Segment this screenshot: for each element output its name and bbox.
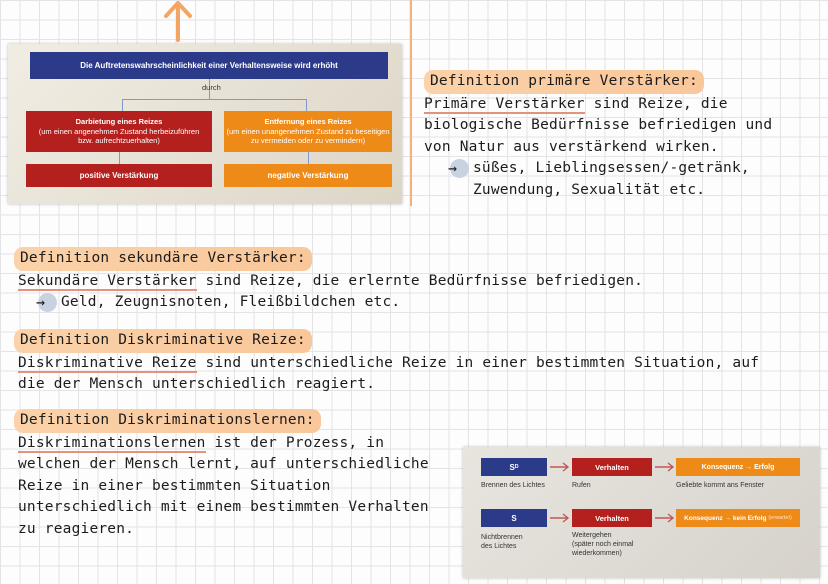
entfernung-line1: (um einen unangenehmen Zustand zu beseitigen [226,126,390,136]
entfernung-title: Entfernung eines Reizes [264,117,352,127]
arrow-icon: → [450,159,469,178]
konsequenz-note-2: (erwartet) [768,515,792,521]
primaer-section [424,70,772,201]
diskrimlernen-section [14,409,429,540]
diskrimlernen-line5: zu reagieren. [18,520,135,537]
diagram-header-text: Die Auftretenswahrscheinlichkeit einer Verhaltensweise wird erhöht [80,61,338,70]
diagram-header [30,52,388,79]
konsequenz-caption-1: Geliebte kommt ans Fenster [676,482,764,489]
negative-box [224,164,392,187]
s-caption [481,533,523,551]
diskrimlernen-title: Definition Diskriminationslernen: [14,409,321,433]
s-caption-line1: Nichtbrennen [481,534,523,541]
positive-box [26,164,212,187]
darbietung-title: Darbietung eines Reizes [75,117,163,127]
arrow-right-icon [549,513,571,523]
discrimination-diagram-photo [463,447,820,578]
s-label: S [511,513,517,523]
primaer-ex1: süßes, Lieblingsessen/-getränk, [473,160,750,176]
arrow-right-icon [654,462,676,472]
arrow-right-icon [549,462,571,472]
diskriminativ-line2: die der Mensch unterschiedlich reagiert. [18,376,376,392]
sd-label: Sᴰ [509,462,519,472]
sd-caption: Brennen des Lichtes [481,482,545,489]
diskriminativ-title: Definition Diskriminative Reize: [14,329,312,353]
primaer-ex2: Zuwendung, Sexualität etc. [473,181,706,198]
sekundaer-title: Definition sekundäre Verstärker: [14,247,312,271]
up-arrow-icon [160,0,196,42]
verhalten-box-1 [572,458,652,476]
connector-left-down [119,152,120,164]
sekundaer-rest: sind Reize, die erlernte Bedürfnisse befriedigen. [196,272,644,289]
durch-label: durch [202,83,221,92]
diskrimlernen-term: Diskriminationslernen [18,434,206,451]
konsequenz-label-2: Konsequenz → kein Erfolg [684,514,767,522]
connector-right [306,99,307,111]
connector-horizontal [122,99,306,100]
konsequenz-box-2 [676,509,800,527]
darbietung-box [26,111,212,152]
diskrimlernen-line4: unterschiedlich mit einem bestimmten Verhalten [18,499,429,515]
verhalten-caption-2-line3: wiederkommen) [572,550,622,557]
arrow-right-icon [654,513,676,523]
orange-vertical-line [410,0,412,206]
sd-box [481,458,547,476]
connector-right-down [308,152,309,164]
s-caption-line2: des Lichtes [481,543,517,550]
entfernung-box [224,111,392,152]
verhalten-caption-2-line2: (später noch einmal [572,541,634,548]
sekundaer-section [14,247,643,314]
diskrimlernen-rest: ist der Prozess, in [205,434,385,451]
diskriminativ-section [14,329,759,396]
verhalten-caption-2 [572,531,633,558]
negative-label: negative Verstärkung [267,171,349,180]
verhalten-label-1: Verhalten [595,462,629,472]
konsequenz-box-1 [676,458,800,476]
diskriminativ-rest: sind unterschiedliche Reize in einer bestimmten Situation, auf [196,354,760,371]
primaer-title: Definition primäre Verstärker: [424,70,704,94]
verhalten-box-2 [572,509,652,527]
sekundaer-ex: Geld, Zeugnisnoten, Fleißbildchen etc. [61,294,401,310]
darbietung-line1: (um einen angenehmen Zustand herbeizuführen [38,126,200,136]
verhalten-label-2: Verhalten [595,513,629,523]
arrow-icon: → [38,293,57,312]
verhalten-caption-2-line1: Weitergehen [572,532,612,539]
darbietung-line2: bzw. aufrechtzuerhalten) [78,136,160,146]
konsequenz-label-1: Konsequenz → Erfolg [701,463,775,471]
reinforcement-diagram-photo [8,44,402,204]
diskrimlernen-line3: Reize in einer bestimmten Situation [18,477,331,494]
connector-left [122,99,123,111]
positive-label: positive Verstärkung [79,171,159,180]
sekundaer-term: Sekundäre Verstärker [18,272,197,289]
verhalten-caption-1: Rufen [572,482,591,489]
primaer-line3: von Natur aus verstärkend wirken. [424,138,719,155]
s-box [481,509,547,527]
diskriminativ-term: Diskriminative Reize [18,354,197,371]
primaer-term: Primäre Verstärker [424,95,585,112]
primaer-line2: biologische Bedürfnisse befriedigen und [424,117,773,133]
primaer-rest: sind Reize, die [584,95,728,112]
entfernung-line2: zu vermeiden oder zu vermindern) [250,136,366,146]
diskrimlernen-line2: welchen der Mensch lernt, auf unterschiedliche [18,456,429,472]
